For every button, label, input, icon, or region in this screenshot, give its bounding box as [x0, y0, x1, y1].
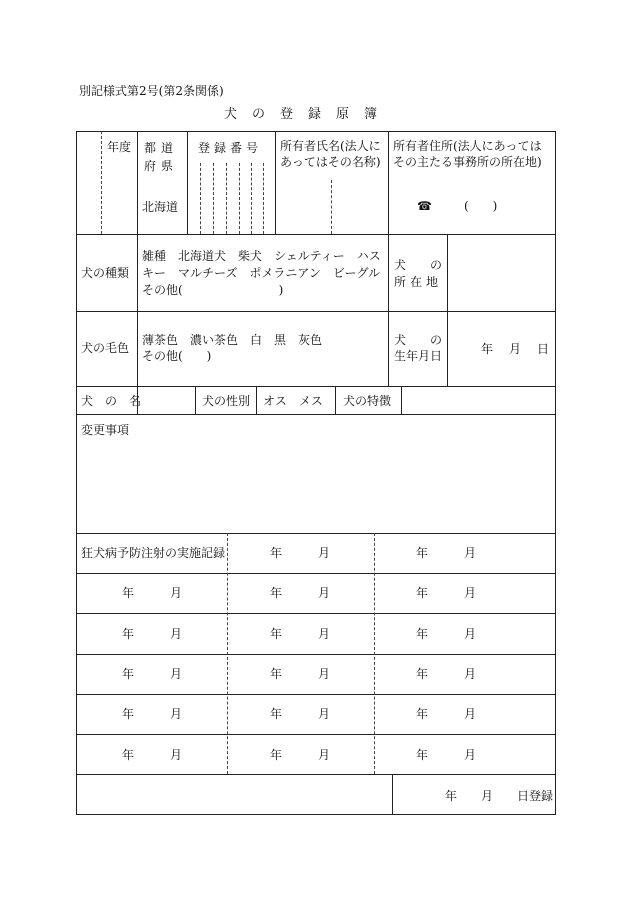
changes-label: 変更事項 — [81, 423, 130, 437]
rabies-r3-c2: 年 月 — [270, 627, 331, 641]
breed-options-1: 雑種 北海道犬 柴犬 シェルティー ハス — [142, 249, 381, 263]
birth-label-2: 生年月日 — [394, 349, 443, 363]
rabies-label: 狂犬病予防注射の実施記録 — [81, 546, 226, 560]
breed-options-2: キー マルチーズ ポメラニアン ビーグル — [142, 266, 381, 280]
dog-location-label-1: 犬 の — [394, 258, 443, 272]
registration-number-label: 登録番号 — [198, 141, 263, 155]
rabies-r2-c1: 年 月 — [122, 586, 183, 600]
form-number: 別記様式第2号(第2条関係) — [79, 84, 224, 98]
phone-paren: ( ) — [464, 199, 498, 213]
rabies-r6-c3: 年 月 — [416, 748, 477, 762]
rabies-r4-c2: 年 月 — [270, 667, 331, 681]
rabies-r5-c1: 年 月 — [122, 707, 183, 721]
dog-location-label-2: 所在地 — [394, 275, 443, 289]
rabies-r4-c1: 年 月 — [122, 667, 183, 681]
dog-name-label: 犬 の 名 — [81, 394, 142, 408]
rabies-r4-c3: 年 月 — [416, 667, 477, 681]
hokkaido-label: 北海道 — [142, 200, 179, 214]
phone-icon: ☎ — [417, 199, 432, 213]
color-options-1: 薄茶色 濃い茶色 白 黒 灰色 — [142, 333, 323, 347]
rabies-r2-c3: 年 月 — [416, 586, 477, 600]
color-label: 犬の毛色 — [81, 341, 130, 355]
rabies-r1-c3: 年 月 — [416, 546, 477, 560]
owner-name-label: 所有者氏名(法人にあってはその名称) — [280, 139, 381, 169]
dog-sex-options: オス メス — [263, 394, 323, 408]
dog-sex-label: 犬の性別 — [202, 394, 251, 408]
page-title: 犬 の 登 録 原 簿 — [224, 107, 379, 122]
rabies-r6-c2: 年 月 — [270, 748, 331, 762]
registration-date: 年 月 日登録 — [445, 789, 554, 803]
breed-options-3: その他( ) — [142, 283, 284, 297]
rabies-r5-c3: 年 月 — [416, 707, 477, 721]
year-label: 年度 — [107, 140, 132, 154]
owner-address-label: 所有者住所(法人にあってはその主たる事務所の所在地) — [393, 139, 542, 169]
rabies-r1-c2: 年 月 — [270, 546, 331, 560]
color-options-2: その他( ) — [142, 349, 212, 363]
rabies-r6-c1: 年 月 — [122, 748, 183, 762]
rabies-r5-c2: 年 月 — [270, 707, 331, 721]
birth-value: 年 月 日 — [481, 342, 552, 356]
breed-label: 犬の種類 — [81, 266, 130, 280]
rabies-r3-c1: 年 月 — [122, 627, 183, 641]
rabies-r2-c2: 年 月 — [270, 586, 331, 600]
prefecture-label: 都道府県 — [144, 141, 179, 173]
rabies-r3-c3: 年 月 — [416, 627, 477, 641]
birth-label-1: 犬 の — [394, 333, 443, 347]
dog-features-label: 犬の特徴 — [343, 394, 392, 408]
